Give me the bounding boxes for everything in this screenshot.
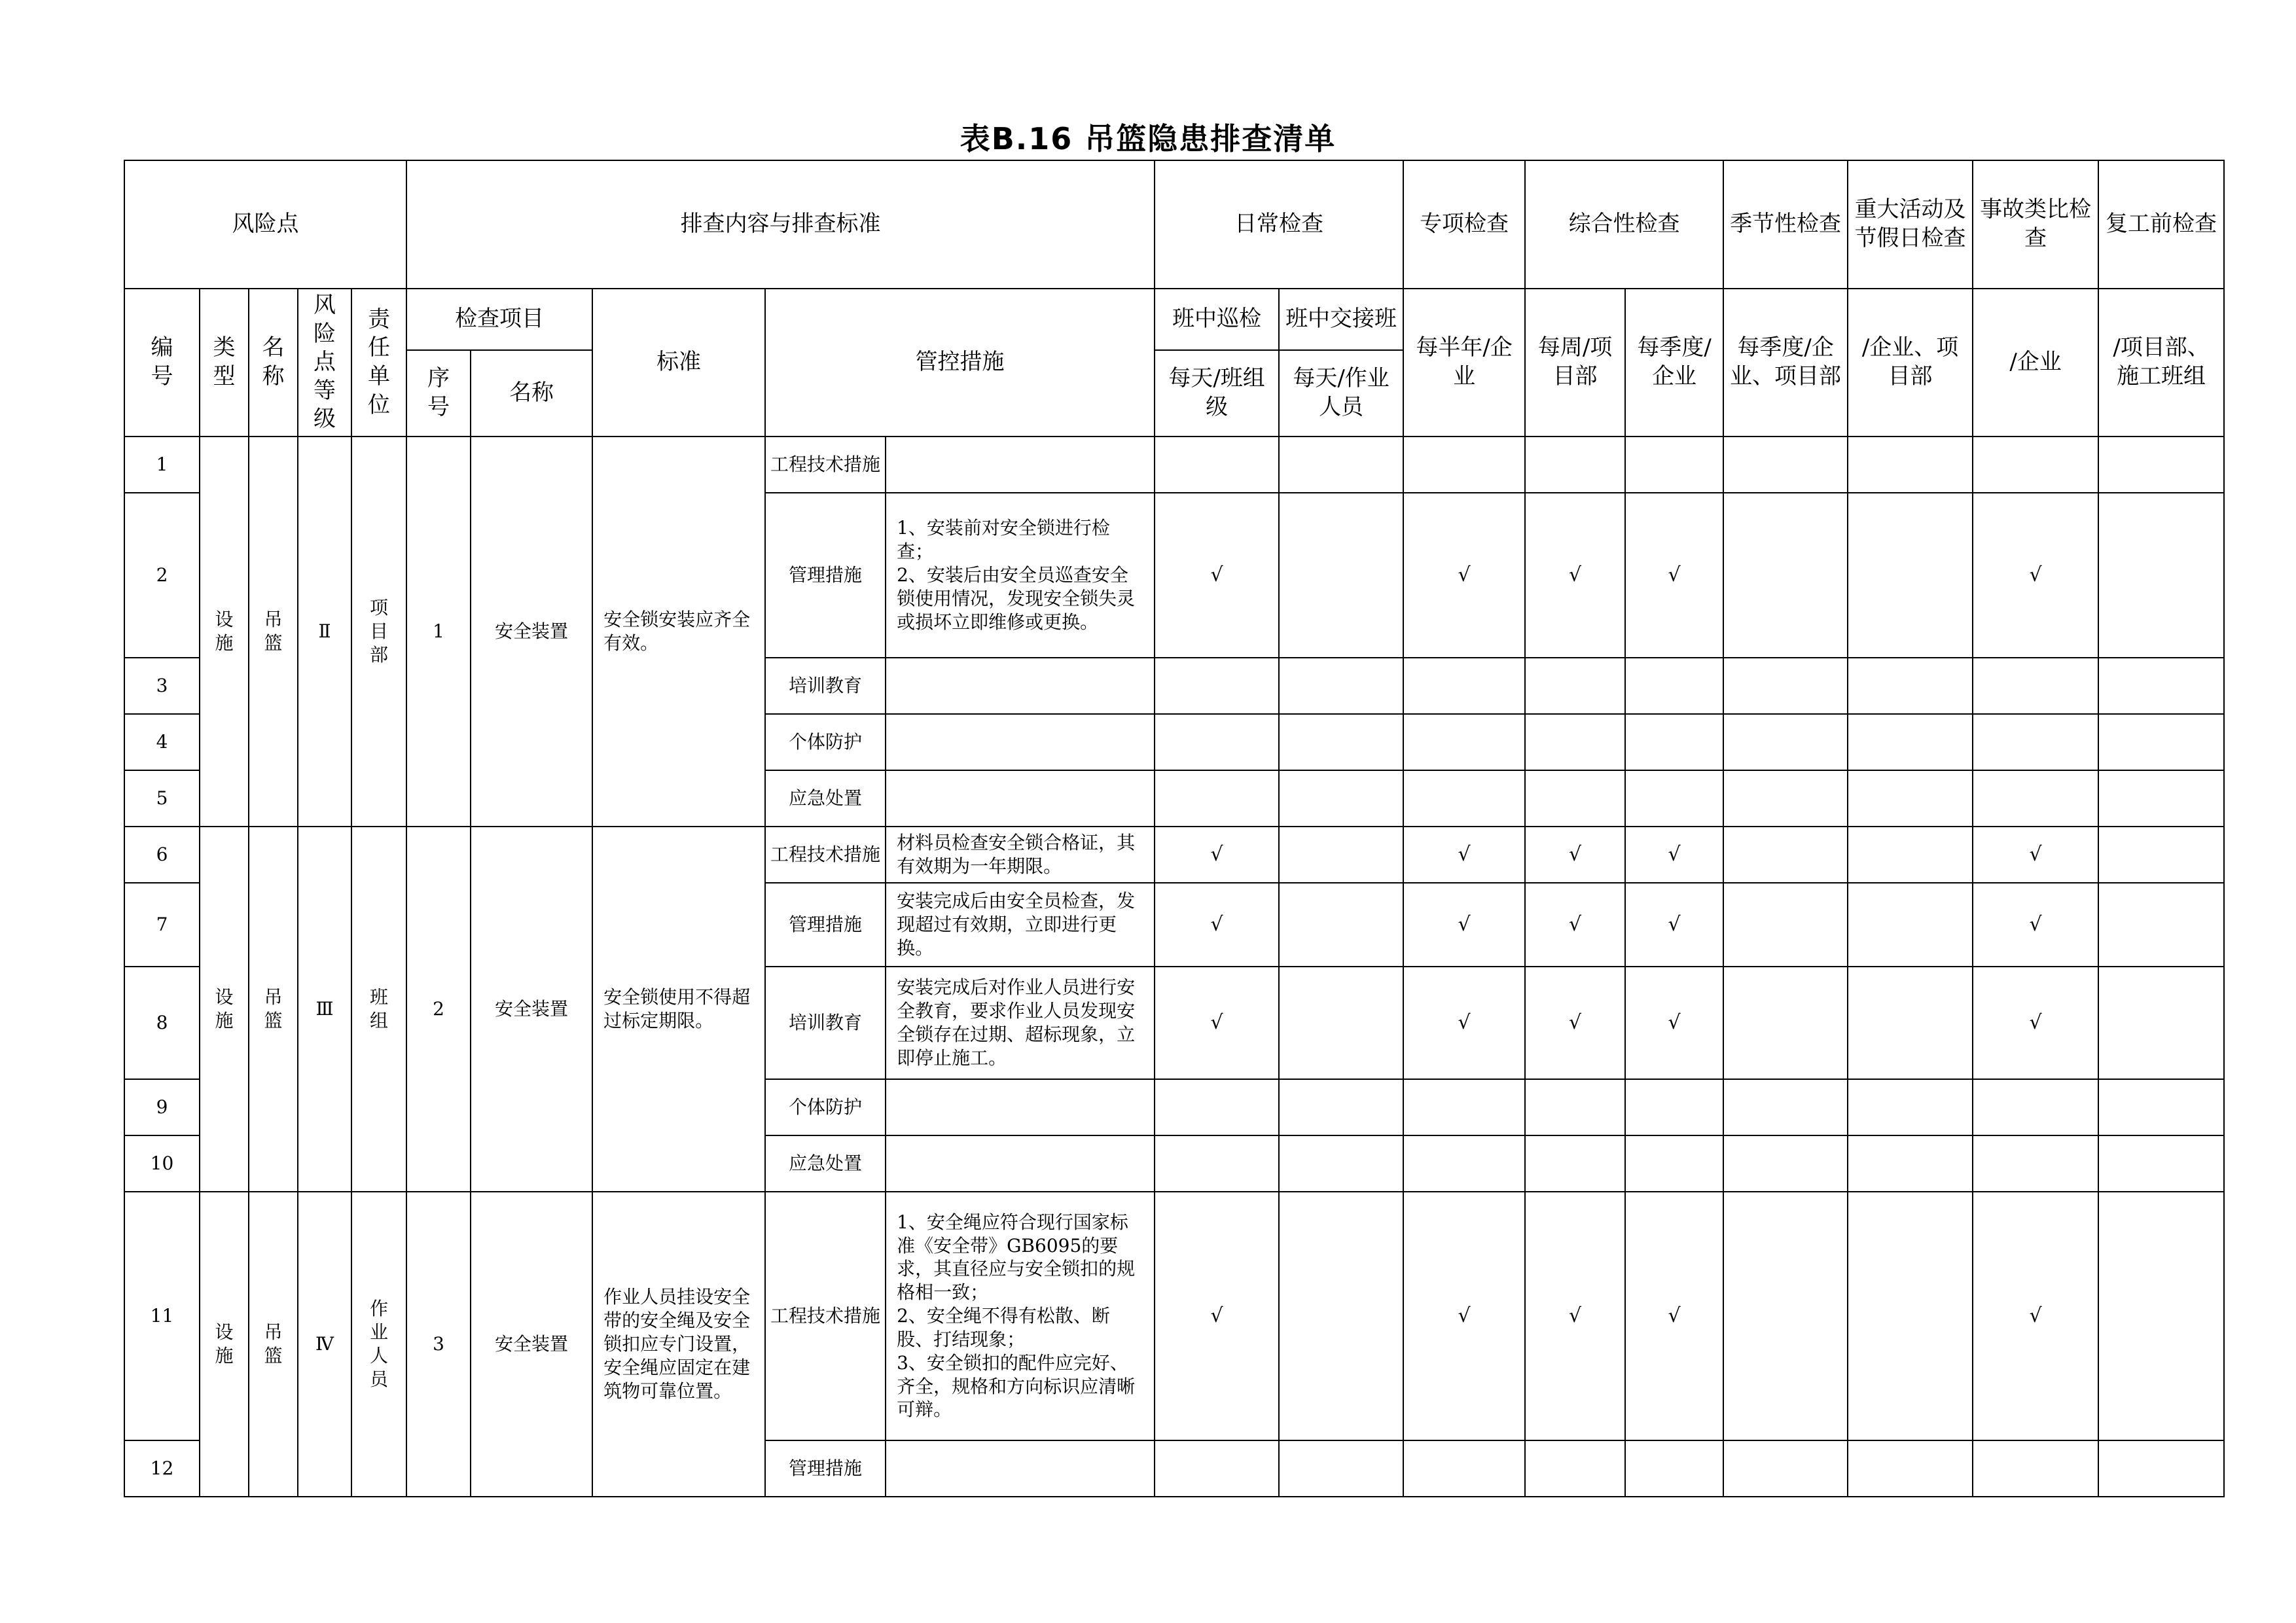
check-resume xyxy=(2098,493,2224,658)
check-special xyxy=(1403,1440,1525,1497)
header-accident: 事故类比检查 xyxy=(1973,160,2098,289)
header-comp-quarterly: 每季度/企业 xyxy=(1625,289,1723,437)
header-row-2 xyxy=(124,289,2224,350)
measure-category: 应急处置 xyxy=(765,770,886,827)
check-resume xyxy=(2098,658,2224,714)
check-standard: 安全锁安装应齐全有效。 xyxy=(592,437,765,827)
header-check-item: 检查项目 xyxy=(406,289,592,350)
check-handover xyxy=(1279,967,1403,1079)
responsible-unit: 项目部 xyxy=(351,437,406,827)
check-handover xyxy=(1279,1135,1403,1192)
check-resume xyxy=(2098,1192,2224,1440)
risk-type: 设施 xyxy=(200,437,249,827)
check-special-mark: √ xyxy=(1403,967,1525,1079)
responsible-unit: 班组 xyxy=(351,827,406,1192)
check-accident xyxy=(1973,658,2098,714)
hazard-checklist-table xyxy=(124,160,2225,1497)
page-title: 表B.16 吊篮隐患排查清单 xyxy=(960,121,1336,156)
measure-text: 材料员检查安全锁合格证，其有效期为一年期限。 xyxy=(886,827,1155,883)
check-comp-weekly-mark: √ xyxy=(1525,883,1625,967)
check-special-mark: √ xyxy=(1403,827,1525,883)
risk-name: 吊篮 xyxy=(249,1192,298,1497)
check-standard: 安全锁使用不得超过标定期限。 xyxy=(592,827,765,1192)
check-patrol-mark: √ xyxy=(1155,883,1279,967)
check-item-seq: 1 xyxy=(406,437,471,827)
check-accident xyxy=(1973,1135,2098,1192)
header-unit: 责任单位 xyxy=(351,289,406,437)
check-item-name: 安全装置 xyxy=(471,437,592,827)
header-type: 类型 xyxy=(200,289,249,437)
measure-text xyxy=(886,1079,1155,1135)
check-resume xyxy=(2098,770,2224,827)
check-patrol xyxy=(1155,1440,1279,1497)
check-comp-weekly-mark: √ xyxy=(1525,967,1625,1079)
check-item-name: 安全装置 xyxy=(471,1192,592,1497)
check-comp-quarterly xyxy=(1625,1079,1723,1135)
check-comp-quarterly-mark: √ xyxy=(1625,883,1723,967)
check-holiday xyxy=(1848,883,1973,967)
measure-category: 培训教育 xyxy=(765,967,886,1079)
check-accident-mark: √ xyxy=(1973,883,2098,967)
check-special-mark: √ xyxy=(1403,883,1525,967)
table-row xyxy=(124,827,2224,883)
check-seasonal xyxy=(1723,437,1848,493)
header-comprehensive: 综合性检查 xyxy=(1525,160,1723,289)
check-special xyxy=(1403,1079,1525,1135)
header-handover-freq: 每天/作业人员 xyxy=(1279,350,1403,437)
risk-name: 吊篮 xyxy=(249,437,298,827)
check-seasonal xyxy=(1723,1079,1848,1135)
measure-text xyxy=(886,770,1155,827)
check-accident-mark: √ xyxy=(1973,493,2098,658)
measure-category: 工程技术措施 xyxy=(765,827,886,883)
check-holiday xyxy=(1848,493,1973,658)
check-handover xyxy=(1279,714,1403,770)
measure-category: 个体防护 xyxy=(765,1079,886,1135)
header-resume: 复工前检查 xyxy=(2098,160,2224,289)
row-number: 9 xyxy=(124,1079,200,1135)
row-number: 8 xyxy=(124,967,200,1079)
check-comp-weekly-mark: √ xyxy=(1525,827,1625,883)
check-special xyxy=(1403,714,1525,770)
risk-type: 设施 xyxy=(200,1192,249,1497)
header-level: 风险点等级 xyxy=(298,289,351,437)
table-row xyxy=(124,1192,2224,1440)
check-handover xyxy=(1279,770,1403,827)
measure-text xyxy=(886,1135,1155,1192)
measure-text: 1、安装前对安全锁进行检查； 2、安装后由安全员巡查安全锁使用情况，发现安全锁失灵或损坏立即维修或更换。 xyxy=(886,493,1155,658)
check-comp-weekly xyxy=(1525,1079,1625,1135)
check-handover xyxy=(1279,1440,1403,1497)
risk-level: Ⅲ xyxy=(298,827,351,1192)
check-accident-mark: √ xyxy=(1973,1192,2098,1440)
check-special xyxy=(1403,658,1525,714)
check-comp-quarterly xyxy=(1625,437,1723,493)
check-special xyxy=(1403,1135,1525,1192)
measure-text: 安装完成后对作业人员进行安全教育，要求作业人员发现安全锁存在过期、超标现象，立即停止施工。 xyxy=(886,967,1155,1079)
row-number: 10 xyxy=(124,1135,200,1192)
header-name: 名称 xyxy=(249,289,298,437)
check-patrol-mark: √ xyxy=(1155,827,1279,883)
check-comp-weekly xyxy=(1525,1440,1625,1497)
check-seasonal xyxy=(1723,1135,1848,1192)
check-item-seq: 2 xyxy=(406,827,471,1192)
check-comp-weekly-mark: √ xyxy=(1525,493,1625,658)
check-accident-mark: √ xyxy=(1973,827,2098,883)
check-item-seq: 3 xyxy=(406,1192,471,1497)
check-comp-quarterly-mark: √ xyxy=(1625,967,1723,1079)
check-special xyxy=(1403,770,1525,827)
check-special-mark: √ xyxy=(1403,493,1525,658)
check-patrol-mark: √ xyxy=(1155,493,1279,658)
measure-text: 1、安全绳应符合现行国家标准《安全带》GB6095的要求，其直径应与安全锁扣的规格相一致； 2、安全绳不得有松散、断股、打结现象； 3、安全锁扣的配件应完好、齐全，规格和方向标识应清晰可辩。 xyxy=(886,1192,1155,1440)
header-content: 排查内容与排查标准 xyxy=(406,160,1155,289)
row-number: 2 xyxy=(124,493,200,658)
check-patrol xyxy=(1155,1135,1279,1192)
check-comp-quarterly xyxy=(1625,1440,1723,1497)
header-resume-freq: /项目部、施工班组 xyxy=(2098,289,2224,437)
measure-text xyxy=(886,658,1155,714)
check-holiday xyxy=(1848,437,1973,493)
check-patrol xyxy=(1155,770,1279,827)
risk-level: Ⅳ xyxy=(298,1192,351,1497)
check-patrol-mark: √ xyxy=(1155,967,1279,1079)
header-comp-weekly: 每周/项目部 xyxy=(1525,289,1625,437)
check-holiday xyxy=(1848,967,1973,1079)
check-holiday xyxy=(1848,770,1973,827)
check-handover xyxy=(1279,883,1403,967)
check-handover xyxy=(1279,658,1403,714)
check-resume xyxy=(2098,827,2224,883)
header-holiday-freq: /企业、项目部 xyxy=(1848,289,1973,437)
header-accident-freq: /企业 xyxy=(1973,289,2098,437)
header-handover: 班中交接班 xyxy=(1279,289,1403,350)
check-accident-mark: √ xyxy=(1973,967,2098,1079)
check-accident xyxy=(1973,1079,2098,1135)
check-resume xyxy=(2098,1440,2224,1497)
row-number: 1 xyxy=(124,437,200,493)
check-holiday xyxy=(1848,1079,1973,1135)
check-handover xyxy=(1279,1079,1403,1135)
check-patrol-mark: √ xyxy=(1155,1192,1279,1440)
check-comp-weekly-mark: √ xyxy=(1525,1192,1625,1440)
measure-text xyxy=(886,714,1155,770)
risk-name: 吊篮 xyxy=(249,827,298,1192)
check-seasonal xyxy=(1723,827,1848,883)
row-number: 5 xyxy=(124,770,200,827)
check-holiday xyxy=(1848,1192,1973,1440)
row-number: 11 xyxy=(124,1192,200,1440)
check-patrol xyxy=(1155,658,1279,714)
check-accident xyxy=(1973,437,2098,493)
header-risk-point: 风险点 xyxy=(124,160,406,289)
measure-category: 管理措施 xyxy=(765,883,886,967)
row-number: 7 xyxy=(124,883,200,967)
check-special-mark: √ xyxy=(1403,1192,1525,1440)
header-seasonal: 季节性检查 xyxy=(1723,160,1848,289)
check-comp-quarterly-mark: √ xyxy=(1625,827,1723,883)
header-measures: 管控措施 xyxy=(765,289,1155,437)
risk-level: Ⅱ xyxy=(298,437,351,827)
check-resume xyxy=(2098,1135,2224,1192)
check-accident xyxy=(1973,1440,2098,1497)
check-accident xyxy=(1973,714,2098,770)
measure-text: 安装完成后由安全员检查，发现超过有效期，立即进行更换。 xyxy=(886,883,1155,967)
check-resume xyxy=(2098,967,2224,1079)
header-item-name: 名称 xyxy=(471,350,592,437)
check-comp-quarterly xyxy=(1625,1135,1723,1192)
check-comp-weekly xyxy=(1525,437,1625,493)
header-special-freq: 每半年/企业 xyxy=(1403,289,1525,437)
check-comp-quarterly xyxy=(1625,714,1723,770)
measure-category: 管理措施 xyxy=(765,493,886,658)
header-special: 专项检查 xyxy=(1403,160,1525,289)
measure-category: 应急处置 xyxy=(765,1135,886,1192)
header-seq: 序号 xyxy=(406,350,471,437)
measure-category: 培训教育 xyxy=(765,658,886,714)
check-seasonal xyxy=(1723,1192,1848,1440)
check-standard: 作业人员挂设安全带的安全绳及安全锁扣应专门设置，安全绳应固定在建筑物可靠位置。 xyxy=(592,1192,765,1497)
check-patrol xyxy=(1155,437,1279,493)
row-number: 6 xyxy=(124,827,200,883)
row-number: 3 xyxy=(124,658,200,714)
check-seasonal xyxy=(1723,770,1848,827)
check-comp-quarterly-mark: √ xyxy=(1625,493,1723,658)
header-standard: 标准 xyxy=(592,289,765,437)
row-number: 4 xyxy=(124,714,200,770)
measure-category: 管理措施 xyxy=(765,1440,886,1497)
check-holiday xyxy=(1848,658,1973,714)
check-holiday xyxy=(1848,714,1973,770)
header-patrol: 班中巡检 xyxy=(1155,289,1279,350)
check-accident xyxy=(1973,770,2098,827)
measure-category: 个体防护 xyxy=(765,714,886,770)
check-special xyxy=(1403,437,1525,493)
check-patrol xyxy=(1155,714,1279,770)
header-row-1 xyxy=(124,160,2224,289)
check-holiday xyxy=(1848,1135,1973,1192)
check-item-name: 安全装置 xyxy=(471,827,592,1192)
responsible-unit: 作业人员 xyxy=(351,1192,406,1497)
check-comp-weekly xyxy=(1525,1135,1625,1192)
check-seasonal xyxy=(1723,658,1848,714)
measure-category: 工程技术措施 xyxy=(765,437,886,493)
check-holiday xyxy=(1848,827,1973,883)
check-resume xyxy=(2098,437,2224,493)
row-number: 12 xyxy=(124,1440,200,1497)
header-holiday: 重大活动及节假日检查 xyxy=(1848,160,1973,289)
check-comp-weekly xyxy=(1525,714,1625,770)
check-seasonal xyxy=(1723,1440,1848,1497)
measure-text xyxy=(886,437,1155,493)
check-comp-quarterly xyxy=(1625,658,1723,714)
measure-text xyxy=(886,1440,1155,1497)
check-comp-quarterly-mark: √ xyxy=(1625,1192,1723,1440)
check-comp-quarterly xyxy=(1625,770,1723,827)
check-holiday xyxy=(1848,1440,1973,1497)
check-seasonal xyxy=(1723,967,1848,1079)
check-handover xyxy=(1279,437,1403,493)
table-row xyxy=(124,437,2224,493)
check-seasonal xyxy=(1723,883,1848,967)
risk-type: 设施 xyxy=(200,827,249,1192)
header-seasonal-freq: 每季度/企业、项目部 xyxy=(1723,289,1848,437)
check-comp-weekly xyxy=(1525,658,1625,714)
check-resume xyxy=(2098,883,2224,967)
header-no: 编号 xyxy=(124,289,200,437)
check-resume xyxy=(2098,714,2224,770)
check-patrol xyxy=(1155,1079,1279,1135)
check-resume xyxy=(2098,1079,2224,1135)
header-daily: 日常检查 xyxy=(1155,160,1403,289)
check-comp-weekly xyxy=(1525,770,1625,827)
check-handover xyxy=(1279,827,1403,883)
measure-category: 工程技术措施 xyxy=(765,1192,886,1440)
check-handover xyxy=(1279,1192,1403,1440)
check-seasonal xyxy=(1723,493,1848,658)
header-patrol-freq: 每天/班组级 xyxy=(1155,350,1279,437)
check-seasonal xyxy=(1723,714,1848,770)
check-handover xyxy=(1279,493,1403,658)
